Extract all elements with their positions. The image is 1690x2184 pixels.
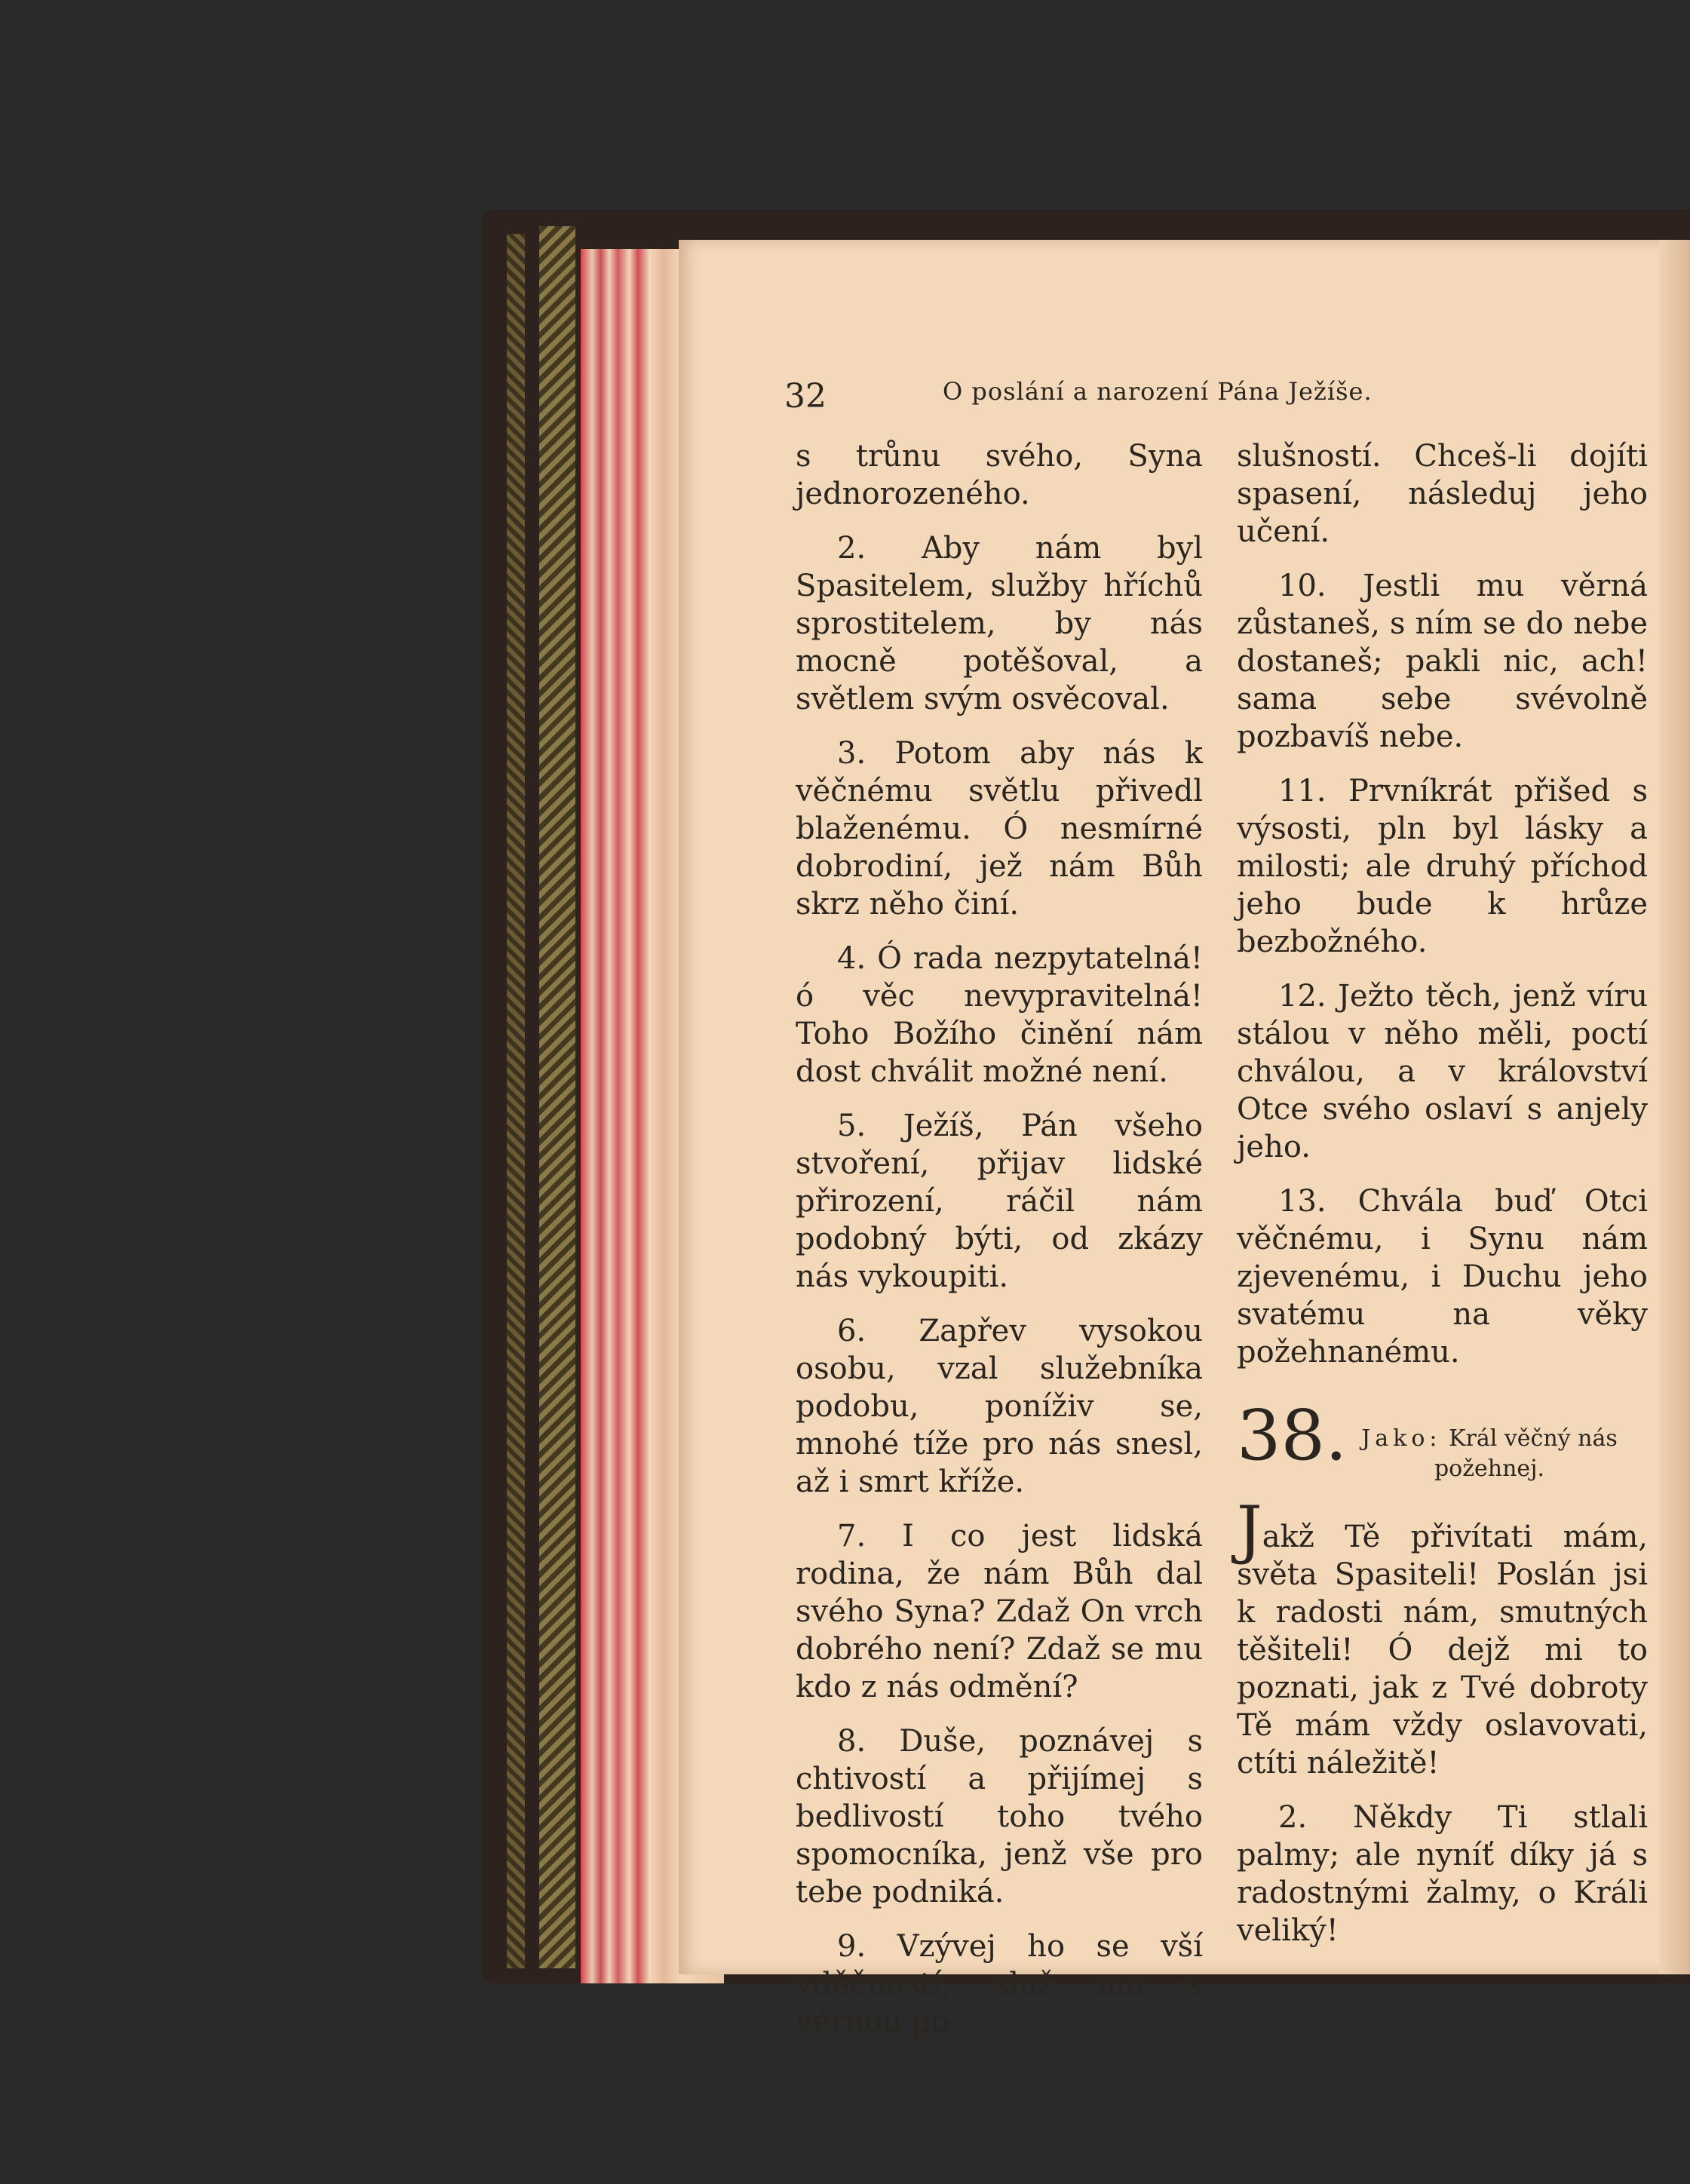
hymn-verse: 2. Někdy Ti stlali palmy; ale nyníť díky já s radostnými žalmy, o Králi veliký! — [1237, 1800, 1648, 1948]
hymn-verse — [1237, 1492, 1648, 1782]
right-column — [1237, 437, 1648, 1966]
verse: 9. Vzývej ho se vší vděčností, služ mu s věrnou po- — [796, 1929, 1203, 2039]
tune-label: Jako: — [1361, 1425, 1442, 1452]
running-title: O poslání a narození Pána Ježíše. — [943, 377, 1373, 406]
hymn-heading — [1237, 1395, 1648, 1484]
verse: 13. Chvála buď Otci věčnému, i Synu nám zjevenému, i Duchu jeho svatému na věky požehnanému. — [1237, 1184, 1648, 1370]
spine-decoration-inner — [539, 226, 575, 1968]
hymn-tune — [1335, 1424, 1644, 1484]
verse: 10. Jestli mu věrná zůstaneš, s ním se do nebe dostaneš; pakli nic, ach! sama sebe svévolně pozbavíš nebe. — [1237, 569, 1648, 754]
verse: slušností. Chceš-li dojíti spasení, následuj jeho učení. — [1237, 439, 1648, 549]
page-header — [784, 370, 1614, 415]
left-column — [796, 437, 1203, 2057]
verse: s trůnu svého, Syna jednorozeného. — [796, 439, 1203, 511]
verse: 7. I co jest lidská rodina, že nám Bůh dal svého Syna? Zdaž On vrch dobrého není? Zdaž se mu kdo z nás odmění? — [796, 1519, 1203, 1704]
verse: 5. Ježíš, Pán všeho stvoření, přijav lidské přirození, ráčil nám podobný býti, od zkázy nás vykoupiti. — [796, 1109, 1203, 1294]
tune-title: Král věčný nás požehnej. — [1434, 1425, 1618, 1482]
verse: 3. Potom aby nás k věčnému světlu přivedl blaženému. Ó nesmírné dobrodiní, jež nám Bůh skrz něho činí. — [796, 736, 1203, 922]
verse: 11. Prvníkrát přišed s výsosti, pln byl lásky a milosti; ale druhý příchod jeho bude k hrůze bezbožného. — [1237, 774, 1648, 959]
drop-cap: J — [1237, 1492, 1262, 1566]
page-fore-edge — [1659, 240, 1690, 1974]
hymn-number: 38. — [1237, 1395, 1348, 1476]
spine-decoration — [507, 234, 525, 1968]
verse: 8. Duše, poznávej s chtivostí a přijímej s bedlivostí toho tvého spomocníka, jenž vše pro tebe podniká. — [796, 1724, 1203, 1909]
verse: 2. Aby nám byl Spasitelem, služby hříchů sprostitelem, by nás mocně potěšoval, a světlem svým osvěcoval. — [796, 531, 1203, 716]
verse: 4. Ó rada nezpytatelná! ó věc nevypravitelná! Toho Božího činění nám dost chválit možné není. — [796, 941, 1203, 1089]
verse: 12. Ježto těch, jenž víru stálou v něho měli, poctí chválou, a v království Otce svého oslaví s anjely jeho. — [1237, 979, 1648, 1164]
verse: 6. Zapřev vysokou osobu, vzal služebníka podobu, poníživ se, mnohé tíže pro nás snesl, až i smrt kříže. — [796, 1314, 1203, 1499]
page-number: 32 — [784, 377, 827, 416]
hymn-verse-text: akž Tě přivítati mám, světa Spasiteli! Poslán jsi k radosti nám, smutných těšiteli! Ó dejž mi to poznati, jak z Tvé dobroty Tě mám vždy oslavovati, ctíti náležitě! — [1237, 1520, 1648, 1781]
